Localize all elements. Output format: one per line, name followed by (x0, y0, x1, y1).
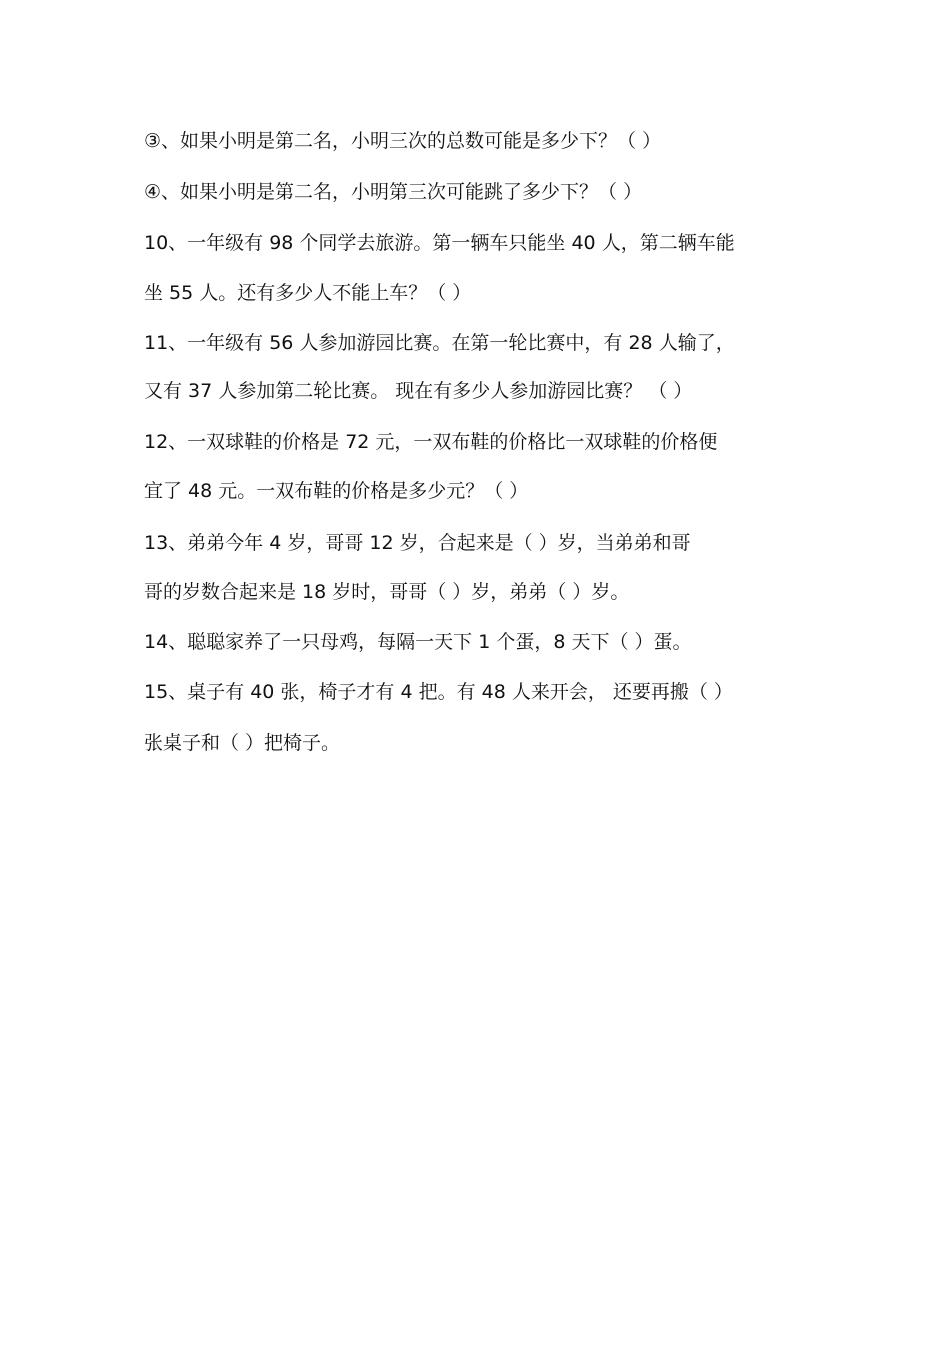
question-14-line: 14、聪聪家养了一只母鸡，每隔一天下 1 个蛋，8 天下（ ）蛋。 (144, 631, 692, 653)
question-10-line-2: 坐 55 人。还有多少人不能上车？（ ） (144, 282, 472, 304)
question-3-line: ③、如果小明是第二名，小明三次的总数可能是多少下？（ ） (144, 130, 662, 152)
question-12-line-2: 宜了 48 元。一双布鞋的价格是多少元？（ ） (144, 480, 529, 502)
question-12-line-1: 12、一双球鞋的价格是 72 元，一双布鞋的价格比一双球鞋的价格便 (144, 431, 718, 453)
question-11-line-2: 又有 37 人参加第二轮比赛。 现在有多少人参加游园比赛？ （ ） (144, 380, 693, 402)
question-13-line-2: 哥的岁数合起来是 18 岁时，哥哥（ ）岁，弟弟（ ）岁。 (144, 581, 630, 603)
question-15-line-2: 张桌子和（ ）把椅子。 (144, 732, 341, 754)
question-15-line-1: 15、桌子有 40 张，椅子才有 4 把。有 48 人来开会， 还要再搬（ ） (144, 681, 733, 703)
question-10-line-1: 10、一年级有 98 个同学去旅游。第一辆车只能坐 40 人，第二辆车能 (144, 232, 735, 254)
question-13-line-1: 13、弟弟今年 4 岁，哥哥 12 岁，合起来是（ ）岁，当弟弟和哥 (144, 532, 691, 554)
question-11-line-1: 11、一年级有 56 人参加游园比赛。在第一轮比赛中，有 28 人输了， (144, 332, 735, 354)
question-4-line: ④、如果小明是第二名，小明第三次可能跳了多少下？（ ） (144, 181, 643, 203)
